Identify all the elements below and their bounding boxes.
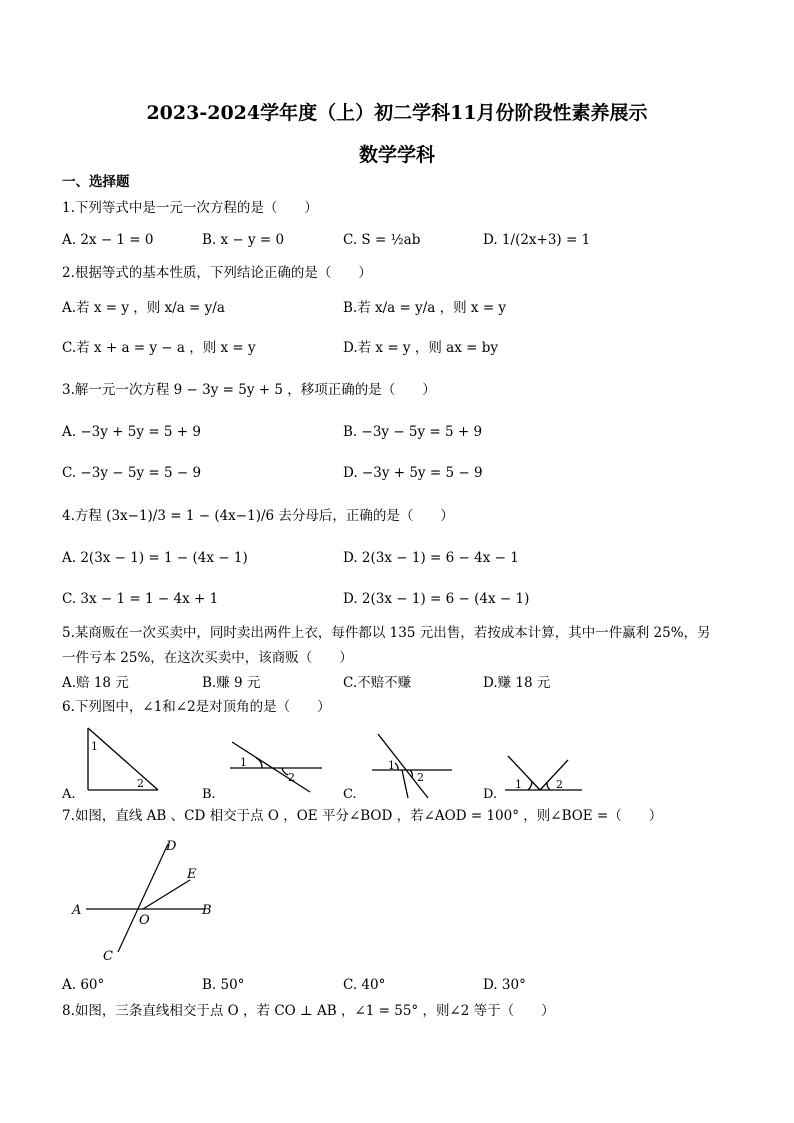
question-1-option-b: B. x − y = 0 [202,232,285,248]
question-7-figure [60,832,240,970]
figure-b-angle-1: 1 [240,756,247,769]
question-3-option-b: B. −3y − 5y = 5 + 9 [343,424,483,440]
question-1-option-d: D. 1/(2x+3) = 1 [483,232,591,248]
question-4-option-d: D. 2(3x − 1) = 6 − (4x − 1) [343,591,530,607]
point-a-label: A [72,903,82,918]
question-3-option-d: D. −3y + 5y = 5 − 9 [343,465,483,481]
figure-a-triangle [88,728,158,790]
page-subtitle: 数学学科 [358,144,435,166]
question-2-stem: 2.根据等式的基本性质，下列结论正确的是（ ） [62,265,372,281]
figure-a-label: A. [62,787,76,802]
point-e-label: E [187,867,197,882]
question-6-figures [60,720,720,802]
question-4-option-b: D. 2(3x − 1) = 6 − 4x − 1 [343,550,519,566]
question-5-option-d: D.赚 18 元 [483,675,551,691]
question-3-option-c: C. −3y − 5y = 5 − 9 [62,465,202,481]
point-c-label: C [103,949,113,964]
figure-c-lines [372,734,452,798]
question-1-stem: 1.下列等式中是一元一次方程的是（ ） [62,200,318,216]
figure-b-label: B. [202,787,216,802]
figure-c-angle-2: 2 [417,771,424,784]
question-5-option-a: A.赔 18 元 [62,675,129,691]
point-b-label: B [202,903,212,918]
question-7-option-b: B. 50° [202,977,245,993]
figure-b-angle-2: 2 [288,771,295,784]
question-1-option-c: C. S = ½ab [343,232,421,248]
question-1-option-a: A. 2x − 1 = 0 [62,232,154,248]
question-7-stem: 7.如图，直线 AB 、CD 相交于点 O ，OE 平分∠BOD ，若∠AOD = 100° ，则∠BOE =（ ） [62,808,663,824]
question-7-lines [86,844,206,952]
question-4-option-c: C. 3x − 1 = 1 − 4x + 1 [62,591,219,607]
question-2-option-b: B.若 x/a = y/a ，则 x = y [343,300,507,316]
question-2-option-d: D.若 x = y ，则 ax = by [343,340,498,356]
question-6-stem: 6.下列图中，∠1和∠2是对顶角的是（ ） [62,699,331,715]
question-7-option-c: C. 40° [343,977,386,993]
figure-c-angle-1: 1 [388,759,395,772]
question-3-option-a: A. −3y + 5y = 5 + 9 [62,424,201,440]
question-5-stem-line2: 一件亏本 25%，在这次买卖中，该商贩（ ） [62,650,353,666]
question-4-stem: 4.方程 (3x−1)/3 = 1 − (4x−1)/6 去分母后，正确的是（ ） [62,508,454,524]
point-d-label: D [166,839,177,854]
figure-a-angle-1: 1 [91,740,98,753]
page-title: 2023-2024学年度（上）初二学科11月份阶段性素养展示 [146,102,648,124]
question-7-option-d: D. 30° [483,977,526,993]
point-o-label: O [139,913,150,928]
question-4-option-a: A. 2(3x − 1) = 1 − (4x − 1) [62,550,248,566]
figure-c-label: C. [343,787,357,802]
question-8-stem: 8.如图，三条直线相交于点 O ，若 CO ⊥ AB ，∠1 = 55° ，则∠2 等于（ ） [62,1003,555,1019]
question-5-option-c: C.不赔不赚 [343,675,412,691]
question-3-stem: 3.解一元一次方程 9 − 3y = 5y + 5 ，移项正确的是（ ） [62,382,436,398]
figure-d-angle-2: 2 [556,778,563,791]
question-2-option-c: C.若 x + a = y − a ，则 x = y [62,340,256,356]
question-5-option-b: B.赚 9 元 [202,675,261,691]
figure-d-angle-1: 1 [515,778,522,791]
figure-a-angle-2: 2 [137,777,144,790]
question-2-option-a: A.若 x = y ，则 x/a = y/a [62,300,225,316]
figure-d-label: D. [483,787,498,802]
question-5-stem-line1: 5.某商贩在一次买卖中，同时卖出两件上衣，每件都以 135 元出售，若按成本计算，其中一件赢利 25%，另 [62,625,711,641]
section-heading: 一、选择题 [62,174,130,190]
question-7-option-a: A. 60° [62,977,105,993]
